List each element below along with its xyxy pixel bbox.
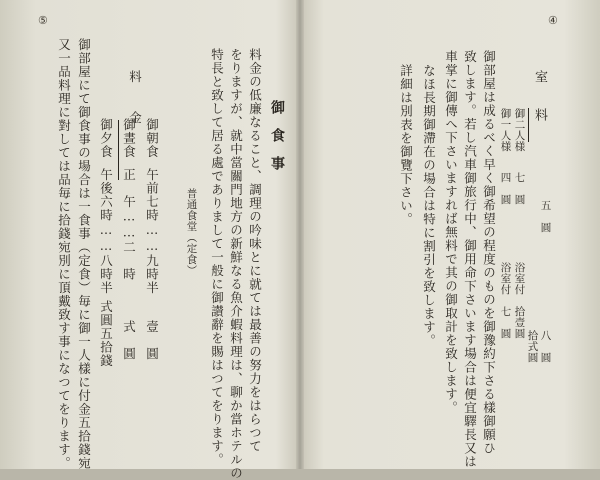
meal-lunch-price: 式 圓: [121, 320, 137, 361]
left-closing-2: 又一品料理に對しては品毎に拾錢宛別に頂戴致す事になつてをります。: [56, 38, 72, 470]
left-page-number: ⑤: [38, 14, 48, 27]
meal-dinner-name: 御夕食: [98, 118, 114, 159]
rate-double-price: 七 圓: [513, 172, 526, 205]
meal-brace: [118, 120, 119, 180]
rate-double-bath: 浴室付 拾壹圓: [513, 262, 526, 339]
rate-brace: [528, 108, 529, 142]
meal-breakfast-name: 御朝食: [144, 118, 160, 159]
meal-price-label: 料 金: [127, 70, 143, 132]
right-paragraph-1: 御部屋は成るべく早く御希望の程度のものを御豫約下さる樣御願ひ: [481, 50, 497, 455]
rate-room-single: 御一人様: [499, 108, 512, 152]
meal-dinner-price: 式圓五拾錢: [98, 300, 114, 368]
rate-single-price: 四 圓: [499, 172, 512, 205]
menu-header: 普通食堂（定食）: [185, 188, 198, 276]
meal-breakfast-price: 壹 圓: [144, 320, 160, 361]
left-paragraph-3: 特長と致して居る處でありまして一般に御讃辭を賜はつてをります。: [209, 48, 225, 467]
rate-room-double: 御二人様: [513, 108, 526, 152]
left-closing-1: 御部屋にて御食事の場合は一食事（定食）毎に御一人樣に付金五拾錢宛: [76, 38, 92, 470]
right-paragraph-4: なほ長期御滯在の場合は特に割引を致します。: [421, 64, 437, 348]
meal-lunch-time: 正 午……二 時: [121, 168, 137, 281]
meal-lunch-name: 御晝食: [121, 118, 137, 159]
right-paragraph-3: 車掌に御傳へ下さいますれば無料で其の御取計を致します。: [443, 50, 459, 415]
meal-breakfast-time: 午前七時……九時半: [144, 168, 160, 295]
left-paragraph-1: 料金の低廉なること、調理の吟味とに就ては最善の努力をはらつて: [247, 48, 263, 453]
rate-extra-2: 拾式圓: [526, 330, 539, 363]
meals-heading: 御食事: [269, 100, 285, 184]
rate-extra-1: 八 圓: [539, 330, 552, 363]
rate-single-bath: 浴室付 七 圓: [499, 262, 512, 339]
right-page-number: ④: [548, 14, 558, 27]
rate-single-price-alt: 五 圓: [539, 200, 552, 233]
left-paragraph-2: をりますが、就中當關門地方の新鮮なる魚介蝦料理は、聊か當ホテルの: [228, 48, 244, 480]
right-paragraph-2: 致します。若し汽車御旅行中、御用命下さいます場合は便宜驛長又は: [462, 50, 478, 469]
meal-dinner-time: 午後六時……八時半: [98, 168, 114, 295]
room-rate-label: 室 料: [532, 70, 547, 127]
book-gutter: [296, 0, 304, 469]
right-paragraph-5: 詳細は別表を御覽下さい。: [398, 64, 414, 226]
